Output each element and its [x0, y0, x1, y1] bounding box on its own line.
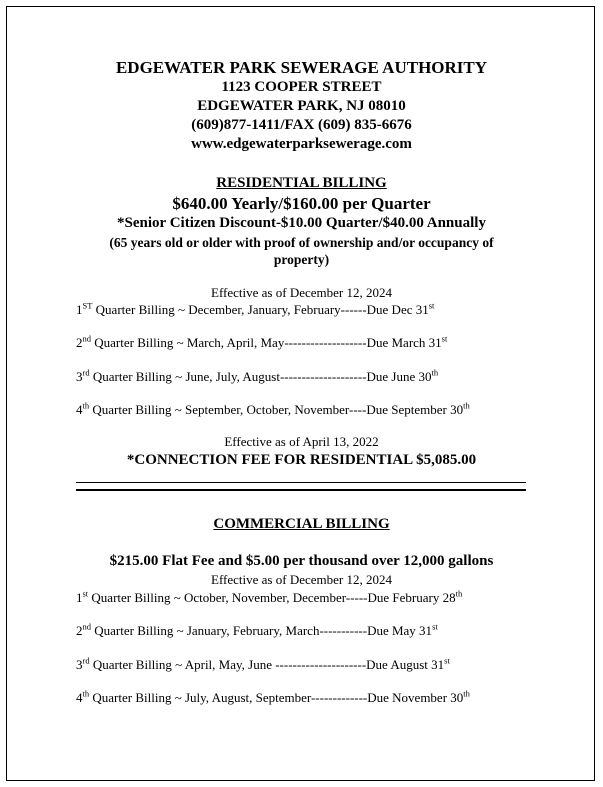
org-name: EDGEWATER PARK SEWERAGE AUTHORITY [115, 58, 488, 77]
residential-quarter-row: 1ST Quarter Billing ~ December, January, February------Due Dec 31st [76, 300, 435, 317]
senior-note-line1: (65 years old or older with proof of ownership and/or occupancy of [109, 235, 494, 250]
commercial-quarter-row: 3rd Quarter Billing ~ April, May, June ---------------------Due August 31st [76, 655, 450, 672]
connection-effective-date: Effective as of April 13, 2022 [224, 434, 379, 449]
residential-quarter-row: 4th Quarter Billing ~ September, October, November----Due September 30th [76, 400, 470, 417]
commercial-rate: $215.00 Flat Fee and $5.00 per thousand over 12,000 gallons [109, 553, 494, 569]
commercial-title: COMMERCIAL BILLING [213, 516, 390, 532]
residential-rate: $640.00 Yearly/$160.00 per Quarter [172, 194, 431, 213]
divider-thick [76, 489, 526, 491]
divider-thin [76, 482, 526, 483]
phone-fax: (609)877-1411/FAX (609) 835-6676 [191, 117, 412, 133]
residential-quarter-row: 3rd Quarter Billing ~ June, July, August--------------------Due June 30th [76, 367, 439, 384]
residential-title: RESIDENTIAL BILLING [216, 175, 387, 191]
senior-note-line2: property) [273, 252, 330, 267]
senior-discount: *Senior Citizen Discount-$10.00 Quarter/$40.00 Annually [117, 215, 486, 231]
commercial-effective-date: Effective as of December 12, 2024 [211, 572, 392, 587]
website: www.edgewaterparksewerage.com [191, 136, 412, 152]
city-state-zip: EDGEWATER PARK, NJ 08010 [197, 98, 406, 114]
residential-effective-date: Effective as of December 12, 2024 [211, 285, 392, 300]
connection-fee: *CONNECTION FEE FOR RESIDENTIAL $5,085.00 [126, 452, 477, 468]
street-address: 1123 COOPER STREET [221, 79, 382, 95]
residential-quarter-row: 2nd Quarter Billing ~ March, April, May-------------------Due March 31st [76, 333, 448, 350]
commercial-quarter-row: 2nd Quarter Billing ~ January, February, March-----------Due May 31st [76, 621, 438, 638]
commercial-quarter-row: 4th Quarter Billing ~ July, August, September-------------Due November 30th [76, 688, 470, 705]
commercial-quarter-row: 1st Quarter Billing ~ October, November, December-----Due February 28th [76, 588, 463, 605]
